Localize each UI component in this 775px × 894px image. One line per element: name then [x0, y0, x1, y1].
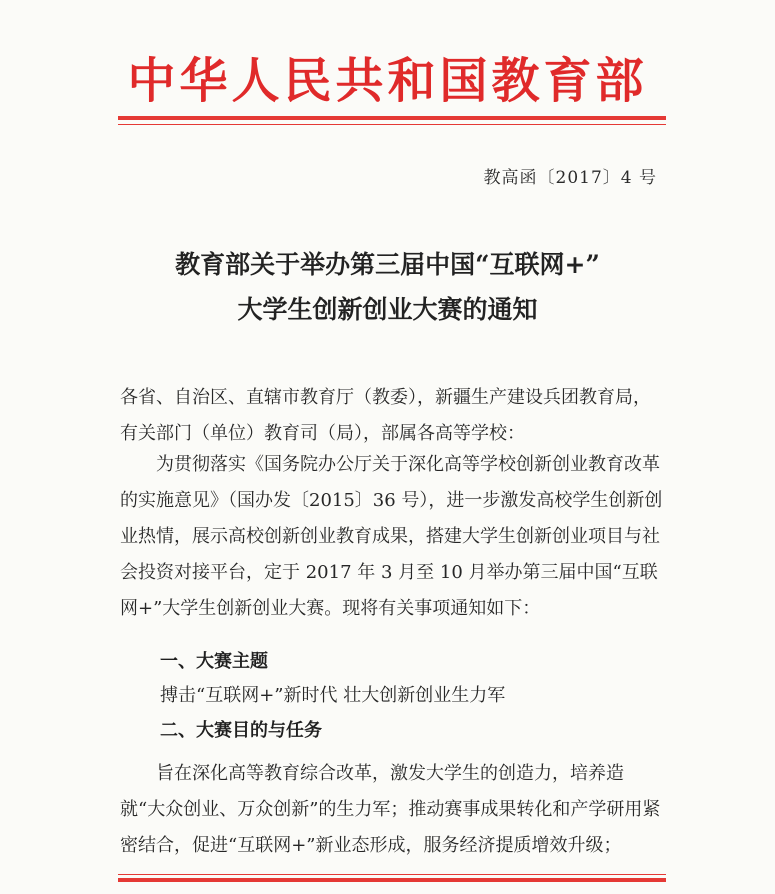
section-heading-purpose: 二、大赛目的与任务 — [160, 720, 322, 741]
intro-paragraph: 为贯彻落实《国务院办公厅关于深化高等学校创新创业教育改革的实施意见》（国办发〔2015〕36 号），进一步激发高校学生创新创业热情，展示高校创新创业教育成果，搭建大学生创新创业项目与社会投资对接平台，定于 2017 年 3 月至 10 月举办第三届中国“互联网+”大学生创新创业大赛。现将有关事项通知如下： — [120, 454, 663, 619]
notice-title-line-1: 教育部关于举办第三届中国“互联网+” — [175, 250, 600, 279]
footer-red-rule-thin — [118, 874, 666, 875]
notice-title-line-2: 大学生创新创业大赛的通知 — [237, 295, 538, 324]
issuer-masthead: 中华人民共和国教育部 — [127, 53, 648, 109]
masthead-red-rule-thin — [118, 124, 666, 125]
masthead-red-rule — [118, 116, 666, 120]
addressee-salutation: 各省、自治区、直辖市教育厅（教委），新疆生产建设兵团教育局，有关部门（单位）教育司（局），部属各高等学校： — [120, 387, 651, 444]
document-number: 教高函〔2017〕4 号 — [483, 168, 657, 188]
section-heading-theme: 一、大赛主题 — [160, 651, 268, 672]
footer-red-rule — [118, 878, 666, 882]
purpose-paragraph: 旨在深化高等教育综合改革，激发大学生的创造力，培养造就“大众创业、万众创新”的生力军；推动赛事成果转化和产学研用紧密结合，促进“互联网+”新业态形成，服务经济提质增效升级； — [120, 763, 661, 856]
competition-theme-text: 搏击“互联网+”新时代 壮大创新创业生力军 — [160, 685, 506, 706]
